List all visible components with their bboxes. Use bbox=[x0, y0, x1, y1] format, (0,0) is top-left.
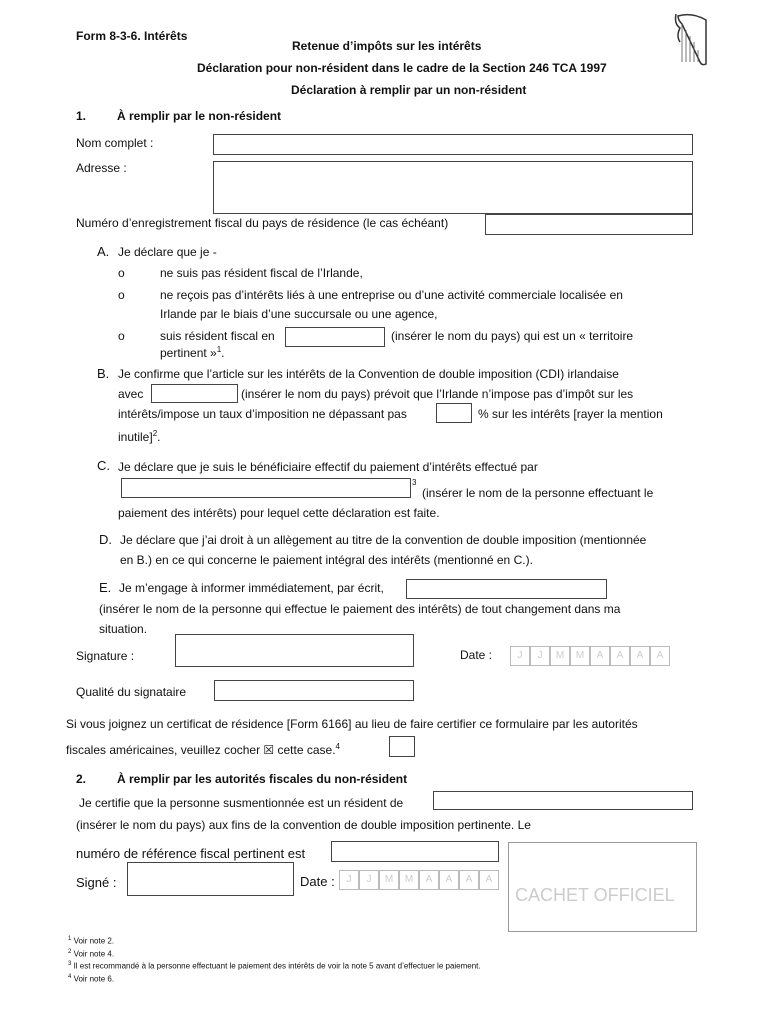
b-text-line3b: % sur les intérêts [rayer la mention bbox=[478, 407, 663, 421]
e-text-line1: Je m’engage à informer immédiatement, par écrit, bbox=[119, 581, 384, 595]
footnote-ref: 2 bbox=[152, 429, 158, 438]
section-2-title: À remplir par les autorités fiscales du non-résident bbox=[117, 772, 408, 786]
bullet: o bbox=[118, 329, 125, 343]
official-stamp-label: CACHET OFFICIEL bbox=[515, 885, 675, 905]
payment-person-field[interactable] bbox=[406, 579, 607, 599]
signature-label: Signature : bbox=[76, 649, 135, 663]
footnote bbox=[68, 947, 481, 960]
footnote-ref: 3 bbox=[412, 478, 417, 487]
footnote-ref: 1 bbox=[216, 345, 222, 354]
c-text-line1: Je déclare que je suis le bénéficiaire effectif du paiement d’intérêts effectué par bbox=[118, 460, 538, 474]
authority-country-field[interactable] bbox=[433, 791, 693, 810]
date-digit-box[interactable]: A bbox=[650, 646, 670, 666]
item-a-text: Je déclare que je - bbox=[118, 245, 217, 259]
date-digit-box[interactable]: M bbox=[570, 646, 590, 666]
date-digit-box[interactable]: M bbox=[550, 646, 570, 666]
date-digit-box[interactable]: J bbox=[359, 870, 379, 890]
b-text-line3a: intérêts/impose un taux d’imposition ne dépassant pas bbox=[118, 407, 407, 421]
date-digit-box[interactable]: M bbox=[399, 870, 419, 890]
harp-emblem-icon bbox=[672, 10, 712, 70]
address-field[interactable] bbox=[213, 161, 693, 214]
date-digit-box[interactable]: A bbox=[439, 870, 459, 890]
residence-country-field[interactable] bbox=[285, 327, 385, 347]
full-name-field[interactable] bbox=[213, 134, 693, 155]
title-3: Déclaration à remplir par un non-résident bbox=[291, 83, 527, 97]
c-text-line2: (insérer le nom de la personne effectuant le bbox=[422, 486, 654, 500]
authority-signature-field[interactable] bbox=[127, 862, 294, 896]
date-digit-box[interactable]: M bbox=[379, 870, 399, 890]
item-b-letter: B. bbox=[97, 366, 110, 381]
tax-registration-field[interactable] bbox=[485, 214, 693, 235]
a3-text-part2: (insérer le nom du pays) qui est un « territoire bbox=[391, 329, 634, 343]
title-2: Déclaration pour non-résident dans le cadre de la Section 246 TCA 1997 bbox=[197, 61, 607, 75]
certificate-text-line2: fiscales américaines, veuillez cocher ☒ cette case.$^4$ bbox=[66, 742, 340, 757]
a1-text: ne suis pas résident fiscal de l’Irlande, bbox=[160, 266, 363, 280]
tax-rate-field[interactable] bbox=[436, 403, 472, 423]
signed-label: Signé : bbox=[76, 875, 117, 890]
date-digit-box[interactable]: J bbox=[339, 870, 359, 890]
section-1-title: À remplir par le non-résident bbox=[117, 109, 282, 123]
date-digit-box[interactable]: A bbox=[590, 646, 610, 666]
footnote-number: 4 bbox=[68, 973, 72, 980]
date-digit-box[interactable]: J bbox=[530, 646, 550, 666]
s2-text-line2: (insérer le nom du pays) aux fins de la convention de double imposition pertinente. Le bbox=[76, 818, 531, 832]
a2-text-line1: ne reçois pas d’intérêts liés à une entreprise ou d’une activité commerciale localisée en bbox=[160, 288, 623, 302]
address-label: Adresse : bbox=[76, 161, 127, 175]
full-name-label: Nom complet : bbox=[76, 136, 154, 150]
tax-registration-label: Numéro d’enregistrement fiscal du pays de résidence (le cas échéant) bbox=[76, 216, 449, 230]
footnote-ref: 4 bbox=[335, 742, 340, 751]
date-digit-box[interactable]: A bbox=[630, 646, 650, 666]
certificate-text-line1: Si vous joignez un certificat de résidence [Form 6166] au lieu de faire certifier ce formulaire par les autorités bbox=[66, 717, 638, 731]
tax-reference-field[interactable] bbox=[331, 841, 499, 862]
footnote bbox=[68, 972, 481, 985]
footnotes bbox=[68, 934, 481, 985]
date-digit-box[interactable]: A bbox=[610, 646, 630, 666]
section-1-number: 1. bbox=[76, 109, 87, 123]
b-text-avec: avec bbox=[118, 387, 144, 401]
title-1: Retenue d’impôts sur les intérêts bbox=[292, 39, 482, 53]
form-id: Form 8-3-6. Intérêts bbox=[76, 29, 188, 43]
certificate-checkbox[interactable] bbox=[389, 736, 415, 757]
footnote-number: 1 bbox=[68, 936, 72, 942]
section-2-number: 2. bbox=[76, 772, 87, 786]
b-text-line1: Je confirme que l’article sur les intérêts de la Convention de double imposition (CDI) irlandaise bbox=[118, 367, 619, 381]
b-text-line2: (insérer le nom du pays) prévoit que l’Irlande n’impose pas d’impôt sur les bbox=[241, 387, 634, 401]
date-label: Date : bbox=[460, 648, 493, 662]
date2-label: Date : bbox=[300, 874, 335, 889]
a3-text-part3: pertinent »$^1$. bbox=[160, 345, 225, 360]
s2-text-line3: numéro de référence fiscal pertinent est bbox=[76, 846, 306, 861]
c-text-line3: paiement des intérêts) pour lequel cette déclaration est faite. bbox=[118, 506, 440, 520]
signatory-capacity-label: Qualité du signataire bbox=[76, 685, 187, 699]
d-text-line2: en B.) en ce qui concerne le paiement intégral des intérêts (mentionné en C.). bbox=[120, 553, 533, 567]
official-stamp-box bbox=[508, 842, 697, 932]
date-digit-box[interactable]: A bbox=[419, 870, 439, 890]
treaty-country-field[interactable] bbox=[151, 384, 238, 403]
footnote-text: Voir note 4. bbox=[71, 949, 115, 959]
b-text-line4: inutile]$^2$. bbox=[118, 429, 161, 444]
footnote-text: Il est recommandé à la personne effectuant le paiement des intérêts de voir la note 5 avant d’effectuer le paiement. bbox=[71, 961, 481, 971]
bullet: o bbox=[118, 288, 125, 302]
s2-text-line1: Je certifie que la personne susmentionnée est un résident de bbox=[79, 796, 404, 810]
signatory-capacity-field[interactable] bbox=[214, 680, 414, 701]
footnote-text: Voir note 2. bbox=[71, 936, 115, 946]
footnote bbox=[68, 934, 481, 947]
a2-text-line2: Irlande par le biais d’une succursale ou une agence, bbox=[160, 307, 438, 321]
a3-text-part1: suis résident fiscal en bbox=[160, 329, 275, 343]
date-digit-box[interactable]: A bbox=[459, 870, 479, 890]
payer-name-field[interactable] bbox=[121, 478, 411, 498]
e-text-line2: (insérer le nom de la personne qui effectue le paiement des intérêts) de tout changement dans ma bbox=[99, 602, 621, 616]
bullet: o bbox=[118, 266, 125, 280]
item-d-letter: D. bbox=[99, 532, 112, 547]
signature-field[interactable] bbox=[175, 634, 414, 667]
e-text-line3: situation. bbox=[99, 622, 148, 636]
item-a-letter: A. bbox=[97, 244, 110, 259]
item-e-letter: E. bbox=[99, 580, 112, 595]
footnote-number: 3 bbox=[68, 961, 72, 968]
date-digit-box[interactable]: A bbox=[479, 870, 499, 890]
date-digit-box[interactable]: J bbox=[510, 646, 530, 666]
d-text-line1: Je déclare que j’ai droit à un allègement au titre de la convention de double imposition (mentionnée bbox=[120, 533, 647, 547]
item-c-letter: C. bbox=[97, 458, 110, 473]
footnote-text: Voir note 6. bbox=[71, 974, 115, 984]
footnote-number: 2 bbox=[68, 948, 72, 955]
footnote bbox=[68, 959, 481, 972]
